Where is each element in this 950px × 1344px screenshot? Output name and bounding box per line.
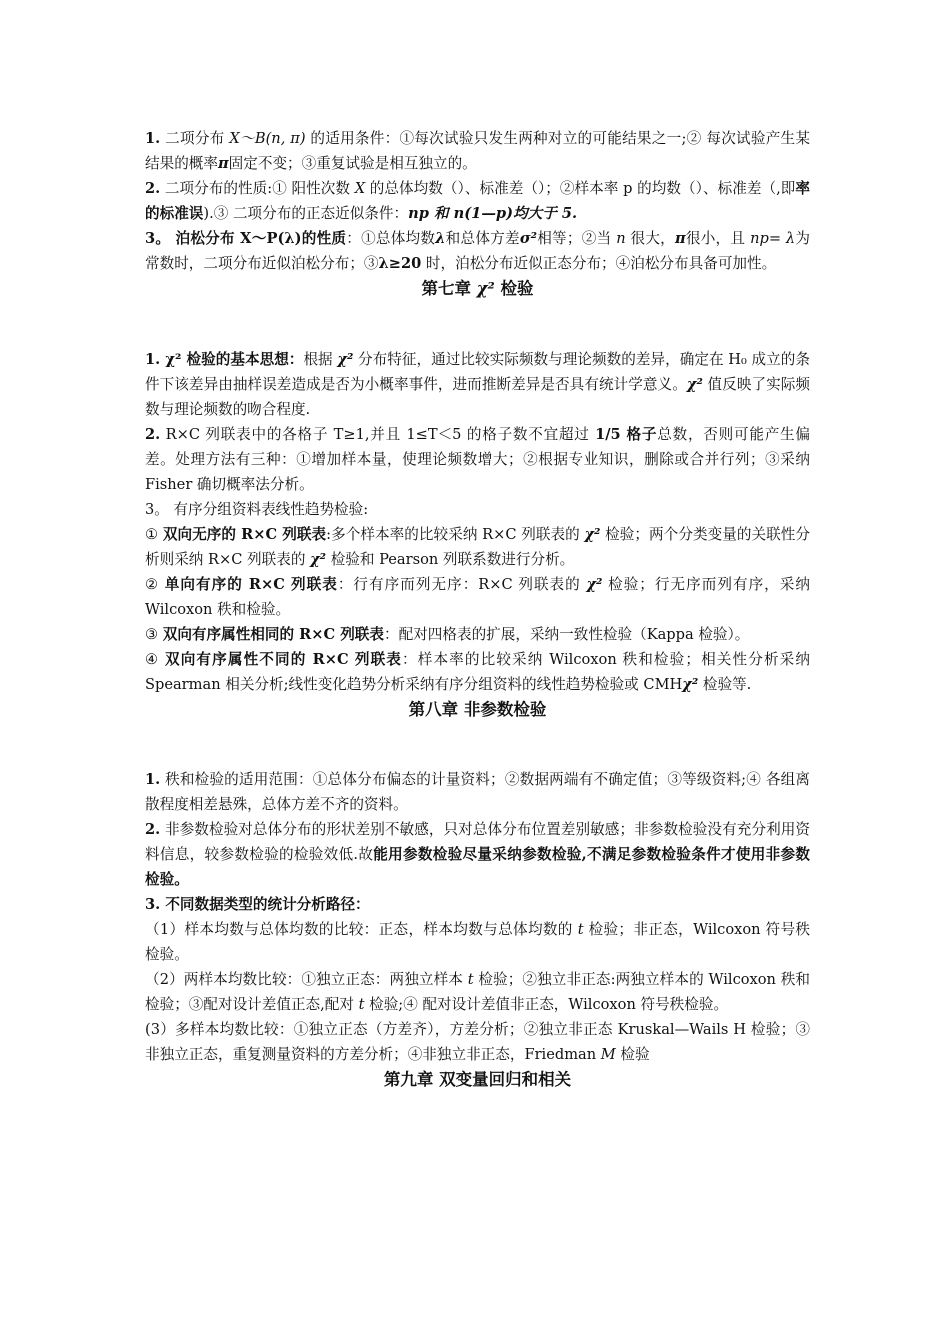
formula: t [467,971,474,988]
text: 时，泊松分布近似正态分布；④泊松分布具备可加性。 [421,255,777,272]
bold-term: 双向有序属性不同的 R×C 列联表 [164,651,403,668]
item-number: 2. [145,180,161,197]
formula: M [600,1046,616,1063]
list-item-multi-sample [145,1017,810,1067]
document-page [145,126,810,1092]
paragraph-nonparametric-note [145,817,810,892]
text: :多个样本率的比较采纳 R×C 列联表的 [326,526,585,543]
paragraph-rxc-conditions [145,422,810,497]
item-marker: ③ [145,626,163,643]
text: 固定不变；③重复试验是相互独立的。 [228,155,477,172]
item-number: 2. [145,426,161,443]
text: ：配对四格表的扩展，采纳一致性检验（Kappa 检验）。 [384,626,750,643]
formula: t [358,996,365,1013]
list-item-one-sample [145,917,810,967]
text: 很小，且 [685,230,751,247]
text: 检验；行无序而列有序，采纳 Wilcoxon 秩和检验。 [145,576,810,618]
text: 二项分布的性质:① 阳性次数 [160,180,355,197]
spacer [145,301,810,347]
bold-heading: 1. χ² 检验的基本思想： [145,351,304,368]
title-text: 第七章 [421,279,477,298]
list-item-unidirectional-ordered [145,572,810,622]
text: 的总体均数（）、标准差（）；②样本率 p 的均数（）、标准差（,即 [365,180,796,197]
paragraph-trend-test [145,497,810,522]
paragraph-chi-square-idea [145,347,810,422]
paragraph-binomial-properties [145,176,810,226]
chapter-9-title: 第九章 双变量回归和相关 [383,1070,572,1089]
text: ：样本率的比较采纳 Wilcoxon 秩和检验；相关性分析采纳 Spearman 相关分析;线性变化趋势分析采纳有序分组资料的线性趋势检验或 CMH [145,651,810,693]
symbol-pi: π [217,155,229,172]
text: 检验;④ 配对设计差值非正态，Wilcoxon 符号秩检验。 [364,996,729,1013]
item-marker: ① [145,526,163,543]
formula: np= λ [750,230,796,247]
text: ：①总体均数 [346,230,436,247]
item-number: 1. [145,771,161,788]
formula: t [577,921,584,938]
text: 的适用条件：①每次试验只发生两种对立的可能结果之一;② 每次试验产生某结果的概率 [145,130,810,172]
text: 非参数检验对总体分布的形状差别不敏感，只对总体分布位置差别敏感；非参数检验没有充分利用资料信息，较参数检验的检验效低.故 [145,821,810,863]
bold-term: 单向有序的 R×C 列联表 [164,576,338,593]
list-item-two-sample [145,967,810,1017]
bold-term: 双向有序属性相同的 R×C 列联表 [162,626,384,643]
bold-heading: 3. 不同数据类型的统计分析路径： [145,896,370,913]
list-item-bidirectional-same [145,622,810,647]
text: 3。 有序分组资料表线性趋势检验: [145,501,369,518]
symbol-sigma: σ² [519,230,537,247]
symbol-chi-square: χ² [476,279,495,298]
list-item-bidirectional-unordered [145,522,810,572]
text: 秩和检验的适用范围：①总体分布偏态的计量资料；②数据两端有不确定值；③等级资料;④ 各组离散程度相差悬殊，总体方差不齐的资料。 [145,771,810,813]
text: 根据 [303,351,338,368]
symbol-chi-square: χ² [682,676,699,693]
item-number: 1. [145,130,161,147]
paragraph-rank-sum-scope [145,767,810,817]
bold-formula: np 和 n(1—p)均大于 5. [408,205,578,222]
text: 值反映了实际频数与理论频数的吻合程度. [145,376,810,418]
list-item-bidirectional-different [145,647,810,697]
chapter-7-title [145,276,810,301]
text: R×C 列联表中的各格子 T≥1,并且 1≤T＜5 的格子数不宜超过 [160,426,596,443]
text: 分布特征，通过比较实际频数与理论频数的差异，确定在 H₀ 成立的条件下该差异由抽样误差造成是否为小概率事件，进而推断差异是否具有统计学意义。 [145,351,810,393]
symbol-chi-square: χ² [337,351,354,368]
text: 检验；②独立非正态:两独立样本的 Wilcoxon 秩和检验；③配对设计差值正态,配对 [145,971,810,1013]
text: 检验；非正态，Wilcoxon 符号秩检验。 [145,921,810,963]
formula: X～B(n, π) [229,130,306,147]
text: 检验；两个分类变量的关联性分析则采纳 R×C 列联表的 [145,526,811,568]
text: ).③ 二项分布的正态近似条件： [203,205,409,222]
bold-term: 1/5 格子 [595,426,658,443]
text: 为常数时，二项分布近似泊松分布；③ [145,230,810,272]
bold-formula: λ≥20 [378,255,422,272]
bold-heading: 3。 泊松分布 X～P(λ)的性质 [145,230,347,247]
item-marker: ④ [145,651,165,668]
text: 和总体方差 [445,230,520,247]
text: （1）样本均数与总体均数的比较：正态，样本均数与总体均数的 [145,921,578,938]
formula: n [616,230,626,247]
text: 总数，否则可能产生偏差。处理方法有三种：①增加样本量，使理论频数增大；②根据专业知识，删除或合并行列；③采纳 Fisher 确切概率法分析。 [145,426,810,493]
symbol-pi: π [674,230,686,247]
symbol-chi-square: χ² [586,576,603,593]
text: 检验和 Pearson 列联系数进行分析。 [326,551,575,568]
text: 检验等. [698,676,752,693]
text: 相等；②当 [536,230,617,247]
text: (3）多样本均数比较：①独立正态（方差齐），方差分析；②独立非正态 Kruskal—Wails H 检验；③非独立正态，重复测量资料的方差分析；④非独立非正态，Friedman [145,1021,810,1063]
text: 二项分布 [160,130,230,147]
chapter-8-title: 第八章 非参数检验 [408,700,547,719]
item-number: 2. [145,821,161,838]
symbol-chi-square: χ² [686,376,703,393]
formula: X [354,180,366,197]
bold-term: 能用参数检验尽量采纳参数检验,不满足参数检验条件才使用非参数检验。 [145,846,810,888]
paragraph-analysis-paths [145,892,810,917]
bold-term: 双向无序的 R×C 列联表 [162,526,327,543]
spacer [145,722,810,767]
symbol-chi-square: χ² [310,551,327,568]
paragraph-poisson-properties [145,226,810,276]
text: 检验 [615,1046,650,1063]
bold-term: 率的标准误 [145,180,810,222]
paragraph-binomial-conditions [145,126,810,176]
symbol-lambda: λ [435,230,446,247]
text: 很大， [625,230,675,247]
text: （2）两样本均数比较：①独立正态：两独立样本 [145,971,468,988]
item-marker: ② [145,576,165,593]
symbol-chi-square: χ² [584,526,601,543]
text: ：行有序而列无序：R×C 列联表的 [337,576,587,593]
title-text: 检验 [494,279,534,298]
